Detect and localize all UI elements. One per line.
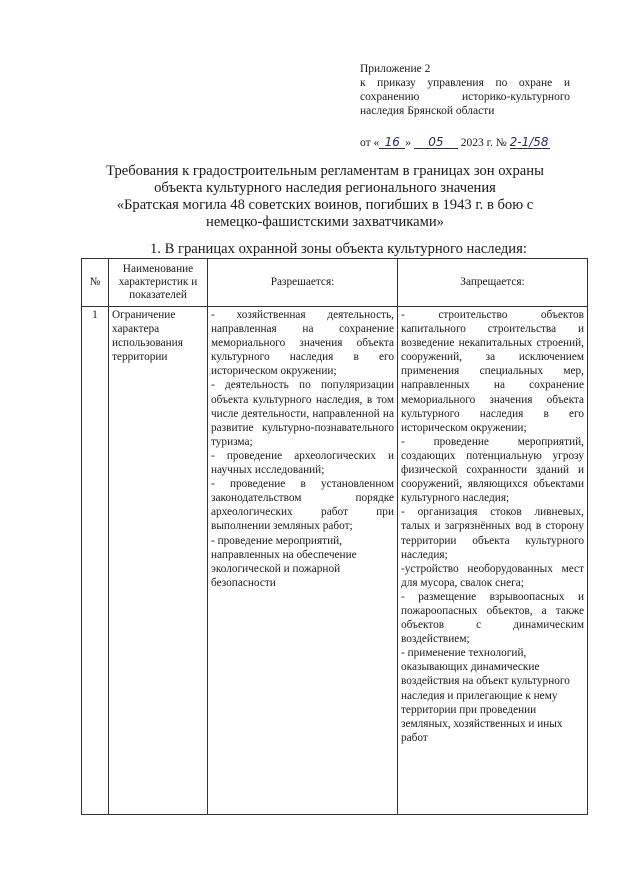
list-item: - хозяйственная деятельность, направленная на сохранение мемориального значения объекта культурного наследия в его историческом окружении; xyxy=(211,309,394,378)
list-item: - размещение взрывоопасных и пожароопасных объектов, а также объектов с динамическим воздействием; xyxy=(401,590,584,646)
appendix-line: сохранению историко-культурного xyxy=(360,91,570,103)
header-name: Наименование характеристик и показателей xyxy=(109,259,208,307)
title-line: объекта культурного наследия регионального значения xyxy=(154,180,496,196)
date-year: 2023 г. № xyxy=(460,137,507,149)
list-item: - применение технологий, оказывающих динамические воздействия на объект культурного наследия и прилегающие к нему территории при проведении земляных, хозяйственных и иных работ xyxy=(401,647,570,744)
header-allowed: Разрешается: xyxy=(208,259,398,307)
table-header-row xyxy=(82,259,588,307)
appendix-block xyxy=(360,62,570,149)
handwritten-order-number: 2-1/58 xyxy=(509,135,549,149)
section-heading: 1. В границах охранной зоны объекта культурного наследия: xyxy=(150,241,527,257)
list-item: - строительство объектов капитального строительства и возведение некапитальных строений, сооружений, за исключением применения специальных мер, направленных на сохранение мемориального значения объекта культурного наследия в его историческом окружении; xyxy=(401,309,584,434)
list-item: - проведение в установленном законодательством порядке археологических работ при выполнении земляных работ; xyxy=(211,478,394,533)
handwritten-month: 05 xyxy=(414,136,458,149)
handwritten-day: 16 xyxy=(379,136,405,149)
header-forbidden: Запрещается: xyxy=(398,259,588,307)
row-num: 1 xyxy=(82,307,109,815)
title-line: немецко-фашистскими захватчиками» xyxy=(206,214,444,230)
list-item: - организация стоков ливневых, талых и загрязнённых вод в сторону территории объекта культурного наследия; xyxy=(401,506,584,561)
appendix-line: наследия Брянской области xyxy=(360,105,495,117)
header-num: № xyxy=(82,259,109,307)
list-item: - проведение мероприятий, направленных на обеспечение экологической и пожарной безопасности xyxy=(211,534,357,589)
row-name: Ограничение характера использования территории xyxy=(109,307,208,815)
title-line: «Братская могила 48 советских воинов, погибших в 1943 г. в бою с xyxy=(116,197,534,213)
list-item: - проведение археологических и научных исследований; xyxy=(211,449,394,477)
appendix-title: Приложение 2 xyxy=(360,63,431,75)
list-item: -устройство необорудованных мест для мусора, свалок снега; xyxy=(401,562,584,589)
title-line: Требования к градостроительным регламентам в границах зон охраны xyxy=(106,163,544,179)
requirements-table xyxy=(81,258,588,815)
forbidden-cell xyxy=(398,307,588,815)
appendix-line: к приказу управления по охране и xyxy=(360,77,570,89)
list-item: - проведение мероприятий, создающих потенциальную угрозу физической сохранности зданий и сооружений, являющихся объектами культурного наследия; xyxy=(401,435,584,505)
order-date-line xyxy=(360,136,575,150)
list-item: - деятельность по популяризации объекта культурного наследия, в том числе деятельности, направленной на развитие культурно-познавательного туризма; xyxy=(211,379,394,448)
document-title xyxy=(95,163,555,231)
table-row xyxy=(82,307,588,815)
date-mid: » xyxy=(405,137,411,149)
allowed-cell xyxy=(208,307,398,815)
date-prefix: от « xyxy=(360,137,380,149)
